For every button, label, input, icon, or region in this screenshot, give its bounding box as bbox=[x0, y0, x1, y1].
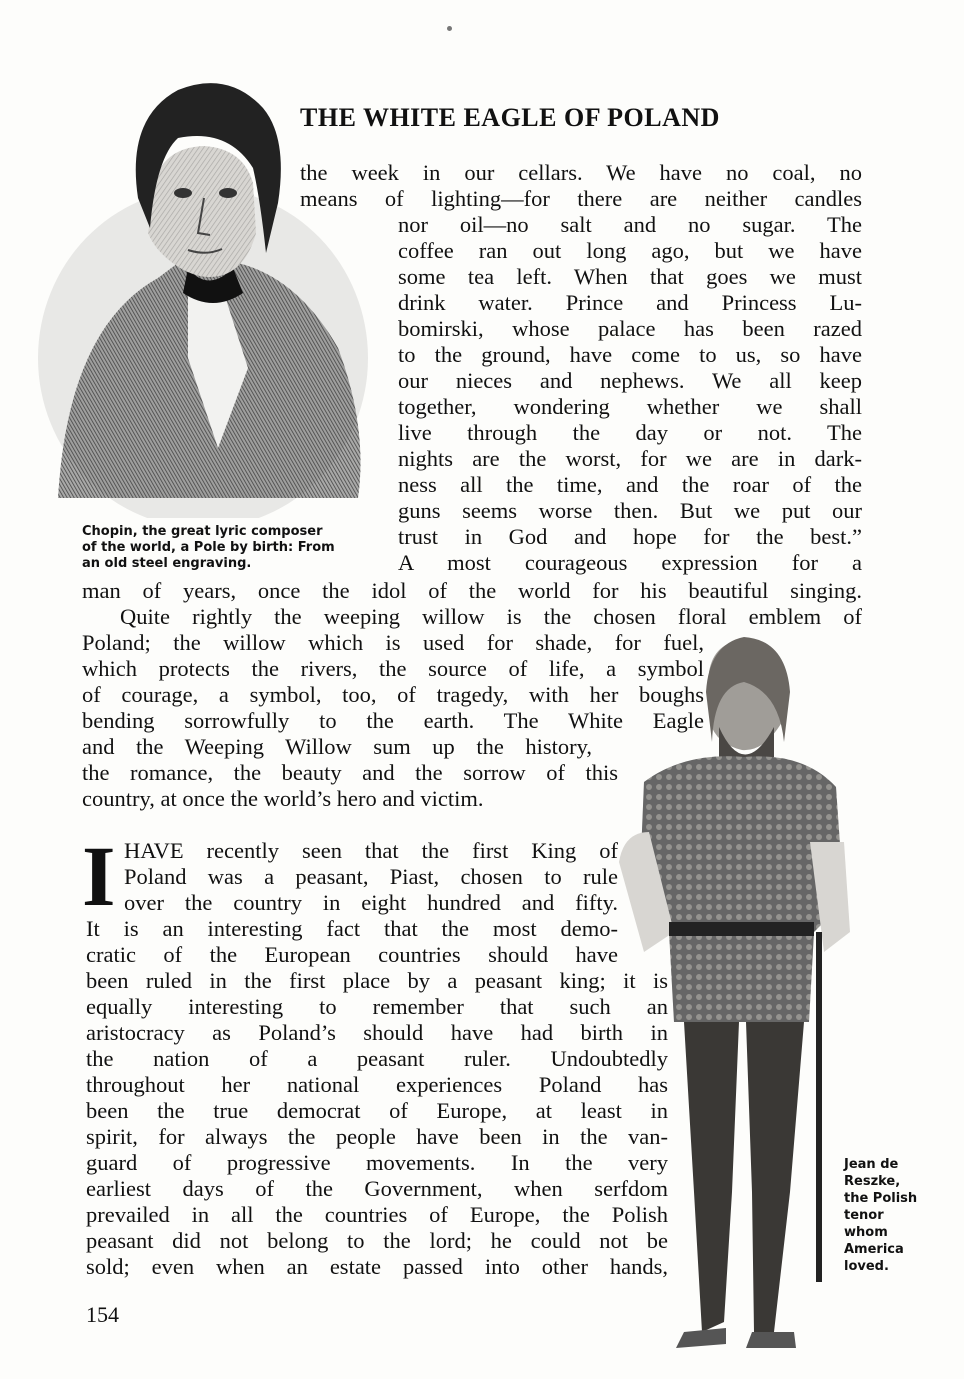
text-line: earliest days of the Government, when serfdom bbox=[86, 1176, 668, 1201]
chopin-caption-line: of the world, a Pole by birth: From bbox=[82, 540, 335, 555]
text-line: over the country in eight hundred and fifty. bbox=[124, 890, 618, 915]
text-line: the romance, the beauty and the sorrow of this bbox=[82, 760, 618, 785]
text-line: together, wondering whether we shall bbox=[398, 394, 862, 419]
text-line: throughout her national experiences Poland has bbox=[86, 1072, 668, 1097]
page-number: 154 bbox=[86, 1302, 119, 1327]
text-line: It is an interesting fact that the most demo- bbox=[86, 916, 618, 941]
chopin-portrait-engraving bbox=[38, 28, 368, 518]
text-line: the nation of a peasant ruler. Undoubtedly bbox=[86, 1046, 668, 1071]
text-line: Quite rightly the weeping willow is the chosen floral emblem of bbox=[120, 604, 862, 629]
text-line: means of lighting—for there are neither candles bbox=[300, 186, 862, 211]
text-line: been the true democrat of Europe, at least in bbox=[86, 1098, 668, 1123]
ornament-dot bbox=[447, 26, 452, 31]
text-line: man of years, once the idol of the world for his beautiful singing. bbox=[82, 578, 862, 603]
text-line: the week in our cellars. We have no coal, no bbox=[300, 160, 862, 185]
tenor-caption-line: loved. bbox=[844, 1259, 889, 1274]
text-line: which protects the rivers, the source of life, a symbol bbox=[82, 656, 704, 681]
tenor-caption-line: the Polish bbox=[844, 1191, 918, 1206]
text-line: cratic of the European countries should have bbox=[86, 942, 618, 967]
text-line: some tea left. When that goes we must bbox=[398, 264, 862, 289]
text-line: ness all the time, and the roar of the bbox=[398, 472, 862, 497]
text-line: equally interesting to remember that such an bbox=[86, 994, 668, 1019]
text-line: to the ground, have come to us, so have bbox=[398, 342, 862, 367]
text-line: been ruled in the first place by a peasant king; it is bbox=[86, 968, 668, 993]
text-line: bending sorrowfully to the earth. The White Eagle bbox=[82, 708, 704, 733]
drop-cap-letter: I bbox=[82, 828, 116, 924]
text-line: guard of progressive movements. In the very bbox=[86, 1150, 668, 1175]
text-line: nights are the worst, for we are in dark- bbox=[398, 446, 862, 471]
tenor-caption-line: whom bbox=[844, 1225, 888, 1240]
text-line: bomirski, whose palace has been razed bbox=[398, 316, 862, 341]
article-title: THE WHITE EAGLE OF POLAND bbox=[300, 103, 720, 132]
tenor-caption-line: America bbox=[844, 1242, 904, 1257]
text-line: country, at once the world’s hero and victim. bbox=[82, 786, 484, 811]
chopin-caption-line: Chopin, the great lyric composer bbox=[82, 524, 323, 539]
tenor-caption-line: tenor bbox=[844, 1208, 884, 1223]
tenor-caption-line: Reszke, bbox=[844, 1174, 901, 1189]
tenor-caption-line: Jean de bbox=[844, 1157, 899, 1172]
text-line: live through the day or not. The bbox=[398, 420, 862, 445]
text-line: A most courageous expression for a bbox=[398, 550, 862, 575]
text-line: Poland was a peasant, Piast, chosen to rule bbox=[124, 864, 618, 889]
text-line: prevailed in all the countries of Europe, the Polish bbox=[86, 1202, 668, 1227]
text-line: drink water. Prince and Princess Lu- bbox=[398, 290, 862, 315]
text-line: Poland; the willow which is used for shade, for fuel, bbox=[82, 630, 704, 655]
text-line: guns seems worse then. But we put our bbox=[398, 498, 862, 523]
text-line: and the Weeping Willow sum up the history, bbox=[82, 734, 592, 759]
text-line: of courage, a symbol, too, of tragedy, with her boughs bbox=[82, 682, 704, 707]
text-line: coffee ran out long ago, but we have bbox=[398, 238, 862, 263]
chopin-caption-line: an old steel engraving. bbox=[82, 556, 252, 571]
text-line: HAVE recently seen that the first King of bbox=[124, 838, 618, 863]
text-line: spirit, for always the people have been in the van- bbox=[86, 1124, 668, 1149]
text-line: sold; even when an estate passed into other hands, bbox=[86, 1254, 668, 1279]
text-line: nor oil—no salt and no sugar. The bbox=[398, 212, 862, 237]
text-line: aristocracy as Poland’s should have had birth in bbox=[86, 1020, 668, 1045]
text-line: trust in God and hope for the best.” bbox=[398, 524, 862, 549]
text-line: our nieces and nephews. We all keep bbox=[398, 368, 862, 393]
text-line: peasant did not belong to the lord; he could not be bbox=[86, 1228, 668, 1253]
